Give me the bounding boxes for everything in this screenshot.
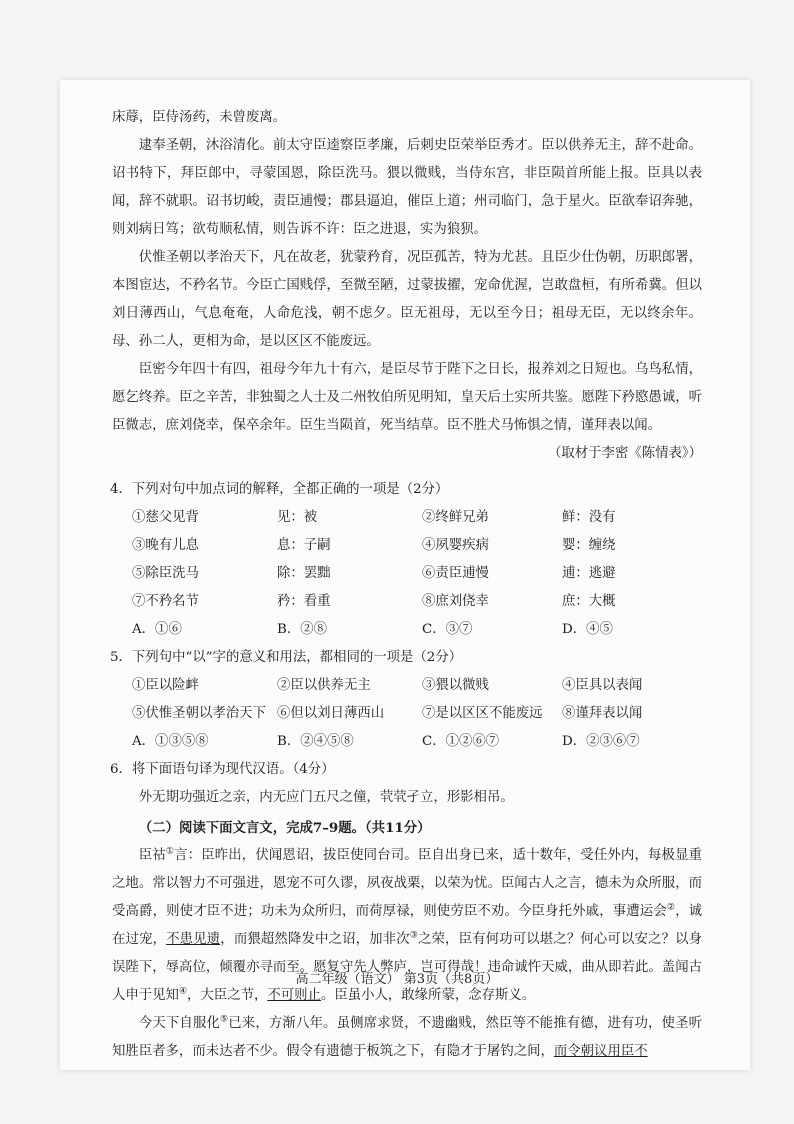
q5-item: ②臣以供养无主 <box>277 678 371 693</box>
q4-item-gloss: 见：被 <box>277 510 318 525</box>
s2-text: 臣祜 <box>138 848 166 863</box>
question-4-title: 4．下列对句中加点词的解释，全都正确的一项是（2分） <box>110 482 449 497</box>
s2-text: 已来，方渐八年。虽侧席求贤，不遗幽贱，然臣等不能推有德，进有功，使圣听知胜臣者多，而未达者不少。假令有遗德于板筑之下，有隐才于屠钓之间， <box>112 1016 703 1059</box>
q5-option-d: D．②③⑥⑦ <box>562 734 640 749</box>
question-6 <box>112 756 702 812</box>
q5-item: ⑤伏惟圣朝以孝治天下 <box>132 706 266 721</box>
q5-option-c: C．①②⑥⑦ <box>422 734 500 749</box>
q4-item: ⑤除臣洗马 <box>132 566 199 581</box>
q5-item: ⑦是以区区不能废远 <box>422 706 543 721</box>
underlined-phrase: 不可则止 <box>267 988 321 1003</box>
q5-item: ⑧谨拜表以闻 <box>562 706 643 721</box>
footnote-ref: ④ <box>178 986 188 997</box>
underlined-phrase: 不患见遗 <box>166 932 221 947</box>
passage1-paragraph1: 逮奉圣朝，沐浴清化。前太守臣逵察臣孝廉，后刺史臣荣举臣秀才。臣以供养无主，辞不赴命。诏书特下，拜臣郎中，寻蒙国恩，除臣洗马。猥以微贱，当侍东宫，非臣陨首所能上报。臣具以表闻，辞不就职。诏书切峻，责臣逋慢；郡县逼迫，催臣上道；州司临门，急于星火。臣欲奉诏奔驰，则刘病日笃；欲苟顺私情，则告诉不许：臣之进退，实为狼狈。 <box>112 138 702 237</box>
q4-option-b: B．②⑧ <box>277 622 328 637</box>
q4-item-gloss: 婴：缠绕 <box>562 538 616 553</box>
footnote-ref: ⑤ <box>220 1014 229 1025</box>
q4-item-gloss: 息：子嗣 <box>277 538 331 553</box>
passage1-paragraph2: 伏惟圣朝以孝治天下，凡在故老，犹蒙矜育，况臣孤苦，特为尤甚。且臣少仕伪朝，历职郎署，本图宦达，不矜名节。今臣亡国贱俘，至微至陋，过蒙拔擢，宠命优渥，岂敢盘桓，有所希冀。但以刘日薄西山，气息奄奄，人命危浅，朝不虑夕。臣无祖母，无以至今日；祖母无臣，无以终余年。母、孙二人，更相为命，是以区区不能废远。 <box>112 250 702 349</box>
q4-item: ④夙婴疾病 <box>422 538 489 553</box>
section-2-title: （二）阅读下面文言文，完成7–9题。（共11分） <box>138 820 431 836</box>
q5-option-b: B．②④⑤⑧ <box>277 734 354 749</box>
passage1-line0: 床蓐，臣侍汤药，未曾废离。 <box>112 110 287 125</box>
footnote-ref: ① <box>165 846 175 857</box>
question-5 <box>112 644 702 756</box>
question-4 <box>112 476 702 644</box>
s2-text: 之荣，臣有何功可以堪之？何心可以安之？以身误陛下，辱高位，倾覆亦寻而至。愿复守先人弊庐，岂可得哉！违命诚忤天威，曲从即若此。盖闻古人申于见知 <box>112 932 703 1003</box>
q4-item: ①慈父见背 <box>132 510 199 525</box>
footnote-ref: ③ <box>409 930 418 941</box>
page-footer: 高二年级（语文） 第3页（共8页） <box>295 972 499 987</box>
q4-item-gloss: 逋：逃避 <box>562 566 616 581</box>
q4-item: ⑥责臣逋慢 <box>422 566 489 581</box>
q4-item: ⑦不矜名节 <box>132 594 199 609</box>
s2-text: ，大臣之节， <box>187 988 268 1003</box>
s2-text: 今天下自服化 <box>138 1016 221 1031</box>
question-4-items <box>112 504 702 644</box>
question-5-title: 5．下列句中“以”字的意义和用法，都相同的一项是（2分） <box>110 650 463 665</box>
question-6-text: 外无期功强近之亲，内无应门五尺之僮，茕茕孑立，形影相吊。 <box>138 790 514 805</box>
page-content <box>112 104 702 1066</box>
s2-text: 。臣虽小人，敢缘所蒙，念存斯义。 <box>320 988 536 1003</box>
q5-option-a: A．①③⑤⑧ <box>132 734 209 749</box>
q4-item-gloss: 矜：看重 <box>277 594 331 609</box>
q4-option-c: C．③⑦ <box>422 622 473 637</box>
q5-item: ①臣以险衅 <box>132 678 199 693</box>
q4-option-d: D．④⑤ <box>562 622 613 637</box>
q4-item: ③晚有儿息 <box>132 538 199 553</box>
underlined-phrase: 而令朝议用臣不 <box>553 1044 648 1059</box>
q5-item: ④臣具以表闻 <box>562 678 643 693</box>
s2-text: ，而猥超然降发中之诏，加非次 <box>220 932 410 947</box>
q5-item: ③猥以微贱 <box>422 678 489 693</box>
section2-paragraph2 <box>112 1010 702 1066</box>
q4-item-gloss: 除：罢黜 <box>277 566 331 581</box>
s2-text: ，诚在过宠， <box>112 904 703 947</box>
q4-item: ②终鲜兄弟 <box>422 510 489 525</box>
passage1-source: （取材于李密《陈情表》） <box>548 446 702 461</box>
q5-item: ⑥但以刘日薄西山 <box>277 706 385 721</box>
passage1-paragraph3: 臣密今年四十有四，祖母今年九十有六，是臣尽节于陛下之日长，报养刘之日短也。乌鸟私情，愿乞终养。臣之辛苦，非独蜀之人士及二州牧伯所见明知，皇天后土实所共鉴。愿陛下矜愍愚诚，听臣微志，庶刘侥幸，保卒余年。臣生当陨首，死当结草。臣不胜犬马怖惧之情，谨拜表以闻。 <box>112 362 702 433</box>
q4-item-gloss: 庶：大概 <box>562 594 616 609</box>
question-6-title: 6．将下面语句译为现代汉语。（4分） <box>110 762 335 777</box>
q4-option-a: A．①⑥ <box>132 622 182 637</box>
s2-text: 言：臣昨出，伏闻恩诏，拔臣使同台司。臣自出身已来，适十数年，受任外内，每极显重之地。常以智力不可强进，恩宠不可久谬，夙夜战栗，以荣为忧。臣闻古人之言，德未为众所服，而受高爵，则使才臣不进；功未为众所归，而荷厚禄，则使劳臣不劝。今臣身托外戚，事遭运会 <box>112 848 703 919</box>
q4-item-gloss: 鲜：没有 <box>562 510 616 525</box>
q4-item: ⑧庶刘侥幸 <box>422 594 489 609</box>
footnote-ref: ② <box>666 902 676 913</box>
question-5-items <box>112 672 702 756</box>
